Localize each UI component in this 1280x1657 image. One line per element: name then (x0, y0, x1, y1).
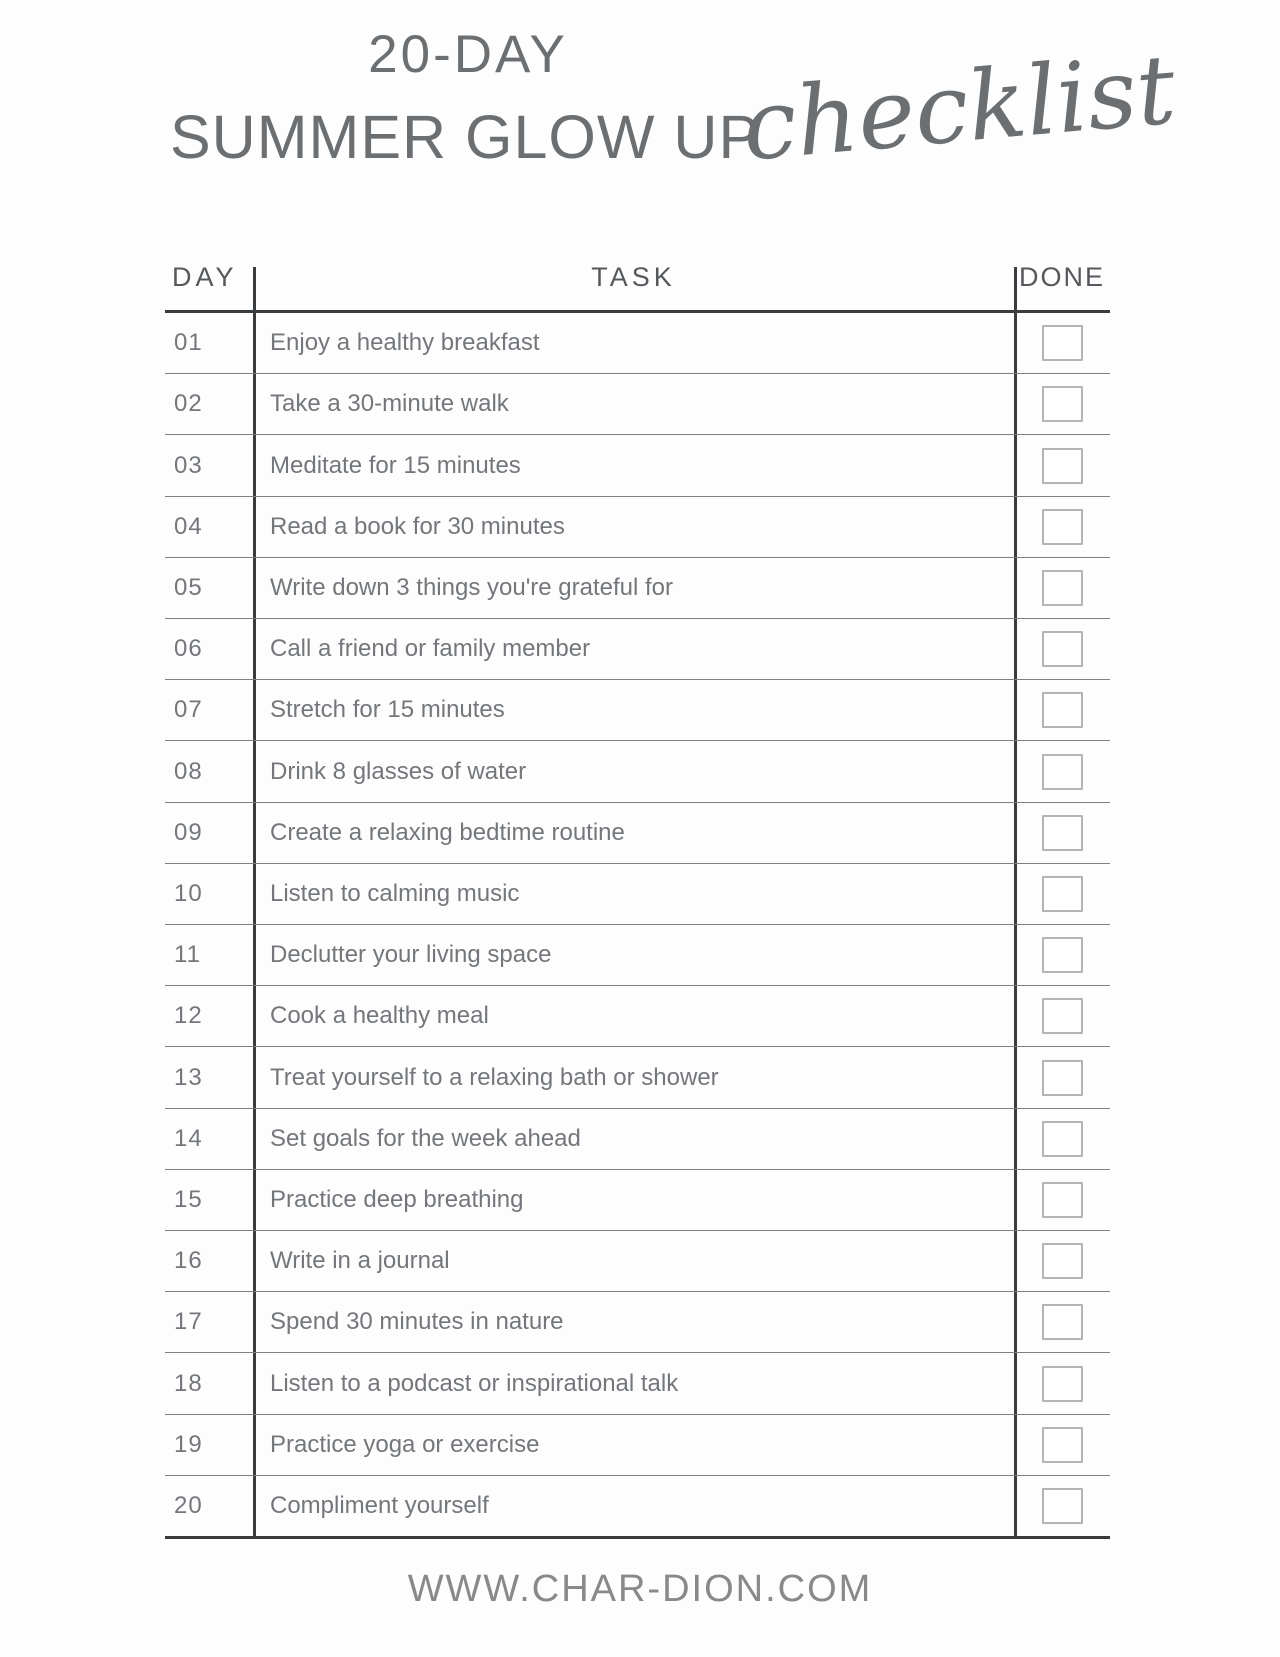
task-cell: Call a friend or family member (270, 635, 591, 663)
done-checkbox[interactable] (1042, 1182, 1083, 1218)
done-cell (1014, 754, 1110, 790)
table-bottom-line (165, 1536, 1110, 1539)
done-cell (1014, 570, 1110, 606)
day-cell: 15 (174, 1185, 203, 1213)
day-cell: 18 (174, 1369, 203, 1397)
task-cell: Cook a healthy meal (270, 1002, 489, 1030)
checklist-table (165, 245, 1110, 1539)
title-line-1: 20-DAY (368, 25, 568, 84)
day-cell: 04 (174, 512, 203, 540)
done-cell (1014, 325, 1110, 361)
done-cell (1014, 937, 1110, 973)
done-checkbox[interactable] (1042, 1427, 1083, 1463)
done-cell (1014, 509, 1110, 545)
day-cell: 20 (174, 1491, 203, 1519)
day-cell: 19 (174, 1430, 203, 1458)
table-row (165, 1292, 1110, 1353)
task-cell: Treat yourself to a relaxing bath or shower (270, 1063, 719, 1091)
table-row (165, 1231, 1110, 1292)
done-cell (1014, 1243, 1110, 1279)
done-checkbox[interactable] (1042, 386, 1083, 422)
task-cell: Create a relaxing bedtime routine (270, 818, 625, 846)
day-cell: 17 (174, 1308, 203, 1336)
task-cell: Listen to calming music (270, 879, 520, 907)
table-row (165, 558, 1110, 619)
day-cell: 01 (174, 329, 203, 357)
header-day: DAY (172, 262, 238, 292)
task-cell: Spend 30 minutes in nature (270, 1308, 564, 1336)
table-header-row (165, 245, 1110, 310)
done-checkbox[interactable] (1042, 1121, 1083, 1157)
day-cell: 11 (174, 941, 201, 969)
done-cell (1014, 1304, 1110, 1340)
day-cell: 06 (174, 635, 203, 663)
done-cell (1014, 631, 1110, 667)
done-checkbox[interactable] (1042, 876, 1083, 912)
table-row (165, 1476, 1110, 1536)
done-cell (1014, 1488, 1110, 1524)
done-checkbox[interactable] (1042, 937, 1083, 973)
day-cell: 12 (174, 1002, 203, 1030)
table-row (165, 1047, 1110, 1108)
done-checkbox[interactable] (1042, 998, 1083, 1034)
task-cell: Stretch for 15 minutes (270, 696, 505, 724)
table-row (165, 1170, 1110, 1231)
task-cell: Write down 3 things you're grateful for (270, 573, 674, 601)
done-cell (1014, 1366, 1110, 1402)
title-script-word: checklist (737, 33, 1180, 183)
table-row (165, 986, 1110, 1047)
done-checkbox[interactable] (1042, 570, 1083, 606)
header-task: TASK (591, 262, 676, 292)
website-url: WWW.CHAR-DION.COM (407, 1568, 873, 1610)
title-line-2: SUMMER GLOW UP (170, 103, 761, 171)
task-cell: Compliment yourself (270, 1491, 489, 1519)
table-row (165, 680, 1110, 741)
done-cell (1014, 386, 1110, 422)
day-cell: 13 (174, 1063, 203, 1091)
table-row (165, 619, 1110, 680)
done-checkbox[interactable] (1042, 1243, 1083, 1279)
done-checkbox[interactable] (1042, 448, 1083, 484)
table-row (165, 1353, 1110, 1414)
done-checkbox[interactable] (1042, 1488, 1083, 1524)
table-row (165, 435, 1110, 496)
done-checkbox[interactable] (1042, 1366, 1083, 1402)
table-row (165, 741, 1110, 802)
done-cell (1014, 998, 1110, 1034)
task-cell: Enjoy a healthy breakfast (270, 329, 540, 357)
day-cell: 16 (174, 1247, 203, 1275)
header-done: DONE (1018, 262, 1105, 292)
day-cell: 03 (174, 451, 203, 479)
day-cell: 08 (174, 757, 203, 785)
done-checkbox[interactable] (1042, 509, 1083, 545)
day-cell: 14 (174, 1124, 203, 1152)
table-row (165, 1109, 1110, 1170)
day-cell: 09 (174, 818, 203, 846)
done-cell (1014, 815, 1110, 851)
task-cell: Declutter your living space (270, 941, 552, 969)
task-cell: Write in a journal (270, 1247, 450, 1275)
day-cell: 07 (174, 696, 203, 724)
task-cell: Practice yoga or exercise (270, 1430, 540, 1458)
table-row (165, 803, 1110, 864)
table-row (165, 374, 1110, 435)
task-cell: Meditate for 15 minutes (270, 451, 521, 479)
table-row (165, 313, 1110, 374)
task-cell: Drink 8 glasses of water (270, 757, 527, 785)
done-checkbox[interactable] (1042, 815, 1083, 851)
task-cell: Read a book for 30 minutes (270, 512, 565, 540)
done-cell (1014, 1121, 1110, 1157)
done-cell (1014, 876, 1110, 912)
task-cell: Practice deep breathing (270, 1185, 524, 1213)
done-cell (1014, 1182, 1110, 1218)
done-checkbox[interactable] (1042, 1304, 1083, 1340)
done-cell (1014, 448, 1110, 484)
done-checkbox[interactable] (1042, 1060, 1083, 1096)
task-cell: Listen to a podcast or inspirational talk (270, 1369, 679, 1397)
done-checkbox[interactable] (1042, 325, 1083, 361)
day-cell: 02 (174, 390, 203, 418)
table-row (165, 925, 1110, 986)
done-checkbox[interactable] (1042, 631, 1083, 667)
table-row (165, 497, 1110, 558)
day-cell: 05 (174, 573, 203, 601)
task-cell: Take a 30-minute walk (270, 390, 509, 418)
day-cell: 10 (174, 879, 203, 907)
done-cell (1014, 692, 1110, 728)
done-cell (1014, 1427, 1110, 1463)
task-cell: Set goals for the week ahead (270, 1124, 581, 1152)
done-cell (1014, 1060, 1110, 1096)
checklist-rows (165, 313, 1110, 1536)
done-checkbox[interactable] (1042, 754, 1083, 790)
table-row (165, 1415, 1110, 1476)
done-checkbox[interactable] (1042, 692, 1083, 728)
table-row (165, 864, 1110, 925)
